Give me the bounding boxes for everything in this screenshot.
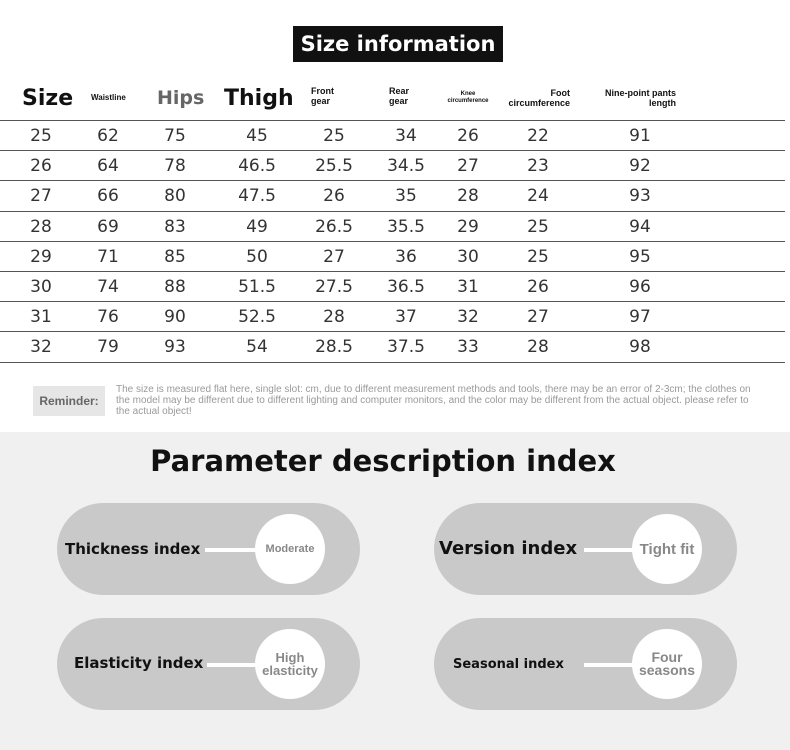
table-cell: 93 — [164, 337, 186, 357]
header-front-gear-line1: Front — [311, 86, 334, 96]
header-front-gear-line2: gear — [311, 96, 331, 106]
table-row-divider — [0, 362, 785, 363]
table-row-divider — [0, 271, 785, 272]
table-cell: 30 — [457, 247, 479, 267]
table-cell: 96 — [629, 277, 651, 297]
parameter-title: Parameter description index — [150, 444, 616, 478]
table-row-divider — [0, 120, 785, 121]
table-cell: 32 — [457, 307, 479, 327]
table-cell: 75 — [164, 126, 186, 146]
header-knee-circumference — [447, 91, 489, 105]
table-cell: 47.5 — [238, 186, 276, 206]
seasonal-value-circle — [632, 629, 702, 699]
table-cell: 66 — [97, 186, 119, 206]
elasticity-value: High elasticity — [262, 650, 318, 678]
header-knee-line1: Knee — [460, 91, 476, 97]
table-cell: 64 — [97, 156, 119, 176]
seasonal-pill — [434, 618, 737, 710]
table-cell: 35.5 — [387, 217, 425, 237]
table-cell: 50 — [246, 247, 268, 267]
header-foot-line1: Foot — [550, 88, 570, 98]
table-cell: 27 — [323, 247, 345, 267]
table-cell: 26.5 — [315, 217, 353, 237]
header-pants-length — [600, 88, 676, 108]
table-cell: 51.5 — [238, 277, 276, 297]
thickness-pill — [57, 503, 360, 595]
header-rear-gear-line2: gear — [389, 96, 409, 106]
table-cell: 25 — [527, 217, 549, 237]
table-cell: 26 — [457, 126, 479, 146]
table-cell: 27 — [527, 307, 549, 327]
table-cell: 25 — [30, 126, 52, 146]
table-cell: 34 — [395, 126, 417, 146]
table-cell: 29 — [30, 247, 52, 267]
table-cell: 52.5 — [238, 307, 276, 327]
table-row-divider — [0, 180, 785, 181]
table-cell: 28 — [527, 337, 549, 357]
table-cell: 85 — [164, 247, 186, 267]
table-cell: 93 — [629, 186, 651, 206]
table-cell: 33 — [457, 337, 479, 357]
table-cell: 49 — [246, 217, 268, 237]
table-cell: 88 — [164, 277, 186, 297]
table-cell: 34.5 — [387, 156, 425, 176]
table-cell: 97 — [629, 307, 651, 327]
table-row-divider — [0, 301, 785, 302]
header-size: Size — [22, 86, 74, 111]
table-cell: 30 — [30, 277, 52, 297]
table-cell: 69 — [97, 217, 119, 237]
table-cell: 90 — [164, 307, 186, 327]
table-row-divider — [0, 150, 785, 151]
table-cell: 94 — [629, 217, 651, 237]
table-cell: 27 — [457, 156, 479, 176]
header-hips: Hips — [157, 87, 205, 109]
table-row-divider — [0, 331, 785, 332]
reminder-text: The size is measured flat here, single slot: cm, due to different measurement methods and tools, there may be an error of 2-3cm; the clothes on the model may be different due to different lighting and computer monitors, and the color may be different from the actual object. please refer to the actual object! — [116, 384, 751, 417]
table-cell: 80 — [164, 186, 186, 206]
header-thigh: Thigh — [224, 86, 294, 111]
table-cell: 28 — [323, 307, 345, 327]
header-foot-line2: circumference — [508, 98, 570, 108]
table-cell: 27 — [30, 186, 52, 206]
table-cell: 71 — [97, 247, 119, 267]
seasonal-value: Four seasons — [638, 649, 696, 678]
version-value: Tight fit — [639, 540, 695, 558]
table-cell: 28.5 — [315, 337, 353, 357]
table-cell: 25 — [527, 247, 549, 267]
table-cell: 37 — [395, 307, 417, 327]
table-cell: 62 — [97, 126, 119, 146]
table-cell: 54 — [246, 337, 268, 357]
table-cell: 98 — [629, 337, 651, 357]
thickness-label: Thickness index — [65, 540, 201, 558]
header-knee-line2: circumference — [447, 98, 489, 104]
table-cell: 25 — [323, 126, 345, 146]
table-cell: 26 — [30, 156, 52, 176]
table-cell: 46.5 — [238, 156, 276, 176]
table-cell: 36.5 — [387, 277, 425, 297]
header-front-gear — [311, 86, 334, 106]
table-cell: 91 — [629, 126, 651, 146]
version-value-circle — [632, 514, 702, 584]
table-cell: 95 — [629, 247, 651, 267]
table-cell: 26 — [527, 277, 549, 297]
table-cell: 76 — [97, 307, 119, 327]
elasticity-pill — [57, 618, 360, 710]
header-waistline: Waistline — [91, 93, 126, 102]
version-label: Version index — [439, 538, 578, 559]
table-cell: 32 — [30, 337, 52, 357]
table-cell: 79 — [97, 337, 119, 357]
table-cell: 78 — [164, 156, 186, 176]
table-cell: 83 — [164, 217, 186, 237]
thickness-value: Moderate — [265, 542, 315, 555]
table-cell: 23 — [527, 156, 549, 176]
header-rear-gear-line1: Rear — [389, 86, 410, 96]
header-foot-circumference — [506, 88, 570, 108]
table-cell: 31 — [30, 307, 52, 327]
table-cell: 27.5 — [315, 277, 353, 297]
table-cell: 28 — [30, 217, 52, 237]
table-cell: 24 — [527, 186, 549, 206]
elasticity-value-circle — [255, 629, 325, 699]
table-cell: 28 — [457, 186, 479, 206]
table-cell: 25.5 — [315, 156, 353, 176]
size-info-title: Size information — [293, 26, 503, 62]
thickness-value-circle — [255, 514, 325, 584]
header-rear-gear — [389, 86, 409, 106]
table-cell: 22 — [527, 126, 549, 146]
table-cell: 36 — [395, 247, 417, 267]
table-cell: 31 — [457, 277, 479, 297]
header-length-line2: length — [649, 98, 676, 108]
table-cell: 26 — [323, 186, 345, 206]
table-cell: 37.5 — [387, 337, 425, 357]
table-row-divider — [0, 241, 785, 242]
table-cell: 29 — [457, 217, 479, 237]
header-length-line1: Nine-point pants — [605, 88, 676, 98]
table-cell: 92 — [629, 156, 651, 176]
reminder-label: Reminder: — [33, 386, 105, 416]
table-cell: 74 — [97, 277, 119, 297]
table-row-divider — [0, 211, 785, 212]
table-cell: 35 — [395, 186, 417, 206]
version-pill — [434, 503, 737, 595]
elasticity-label: Elasticity index — [74, 654, 204, 672]
table-cell: 45 — [246, 126, 268, 146]
seasonal-label: Seasonal index — [453, 657, 564, 672]
